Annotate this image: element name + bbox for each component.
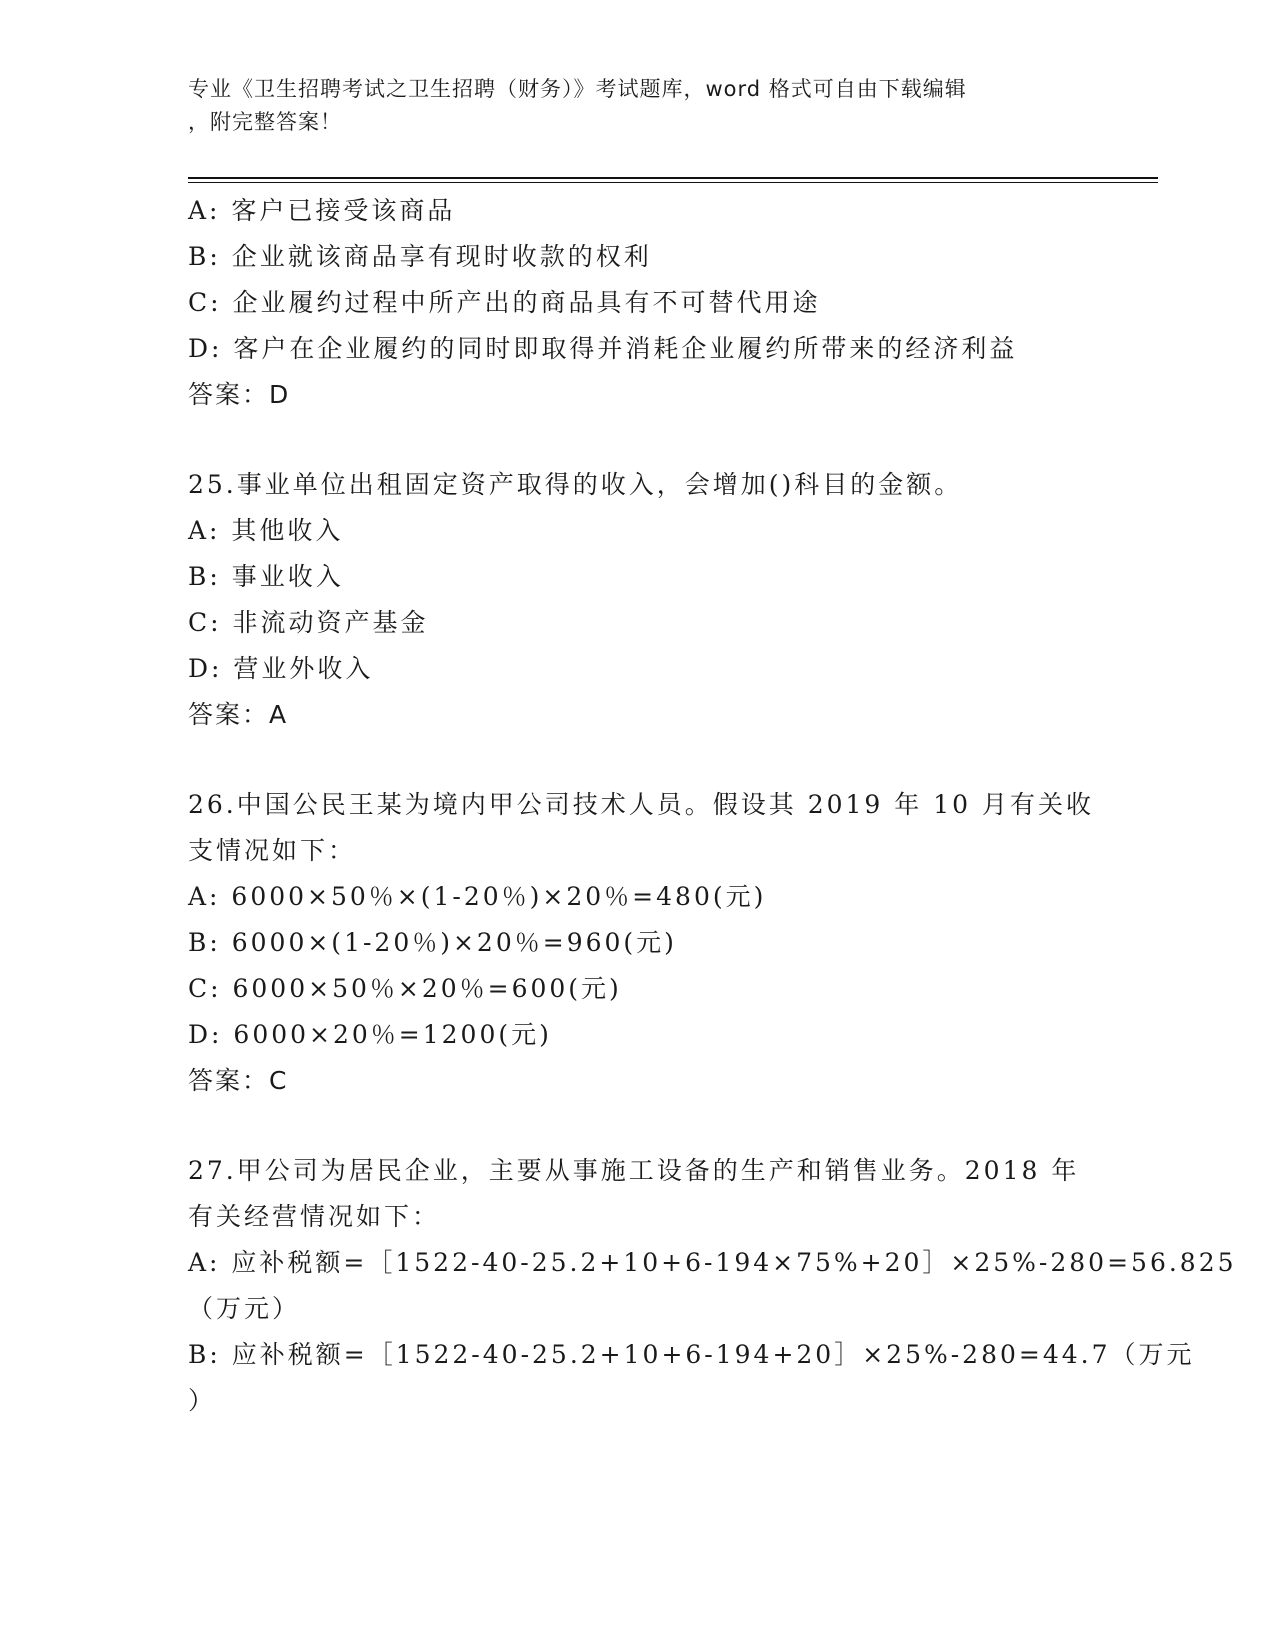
header-rule-thick — [188, 177, 1158, 179]
spacer — [188, 738, 1088, 782]
question-26-block — [188, 782, 1094, 1104]
q27-question-line-2: 有关经营情况如下： — [188, 1202, 441, 1231]
q26-option-c: C: 6000×50％×20％=600(元) — [188, 974, 622, 1003]
spacer — [188, 418, 1088, 462]
header-line-1: 专业《卫生招聘考试之卫生招聘（财务）》考试题库，word 格式可自由下载编辑 — [188, 77, 967, 101]
q24-option-d: D: 客户在企业履约的同时即取得并消耗企业履约所带来的经济利益 — [188, 334, 1018, 363]
q26-question-line-1: 26.中国公民王某为境内甲公司技术人员。假设其 2019 年 10 月有关收 — [188, 790, 1094, 819]
q25-answer: 答案：A — [188, 700, 289, 729]
q24-option-c: C: 企业履约过程中所产出的商品具有不可替代用途 — [188, 288, 821, 317]
question-25-block — [188, 462, 1088, 738]
question-24-block — [188, 188, 1088, 418]
q25-question: 25.事业单位出租固定资产取得的收入，会增加()科目的金额。 — [188, 470, 963, 499]
document-header — [188, 73, 1088, 139]
q24-answer: 答案：D — [188, 380, 291, 409]
q27-question-line-1: 27.甲公司为居民企业，主要从事施工设备的生产和销售业务。2018 年 — [188, 1156, 1080, 1185]
q25-option-b: B: 事业收入 — [188, 562, 344, 591]
question-27-block — [188, 1148, 1237, 1424]
q27-option-a-line-2: （万元） — [188, 1294, 301, 1323]
q27-option-b-line-2: ） — [188, 1386, 217, 1415]
q25-option-d: D: 营业外收入 — [188, 654, 374, 683]
header-line-2: ，附完整答案！ — [188, 110, 342, 134]
spacer — [188, 1104, 1088, 1148]
q26-option-a: A: 6000×50％×(1-20％)×20％=480(元) — [188, 882, 767, 911]
q27-option-b-line-1: B: 应补税额=［1522-40-25.2+10+6-194+20］×25%-280=44.7（万元 — [188, 1340, 1195, 1369]
q24-option-b: B: 企业就该商品享有现时收款的权利 — [188, 242, 652, 271]
q27-option-a-line-1: A: 应补税额=［1522-40-25.2+10+6-194×75%+20］×25%-280=56.825 — [188, 1248, 1237, 1277]
q26-answer: 答案：C — [188, 1066, 289, 1095]
q26-option-d: D: 6000×20％=1200(元) — [188, 1020, 552, 1049]
q26-option-b: B: 6000×(1-20％)×20％=960(元) — [188, 928, 677, 957]
header-rule-thin — [188, 182, 1158, 183]
q24-option-a: A: 客户已接受该商品 — [188, 196, 456, 225]
q25-option-c: C: 非流动资产基金 — [188, 608, 429, 637]
q26-question-line-2: 支情况如下： — [188, 836, 357, 865]
document-body — [188, 188, 1237, 1424]
q25-option-a: A: 其他收入 — [188, 516, 344, 545]
